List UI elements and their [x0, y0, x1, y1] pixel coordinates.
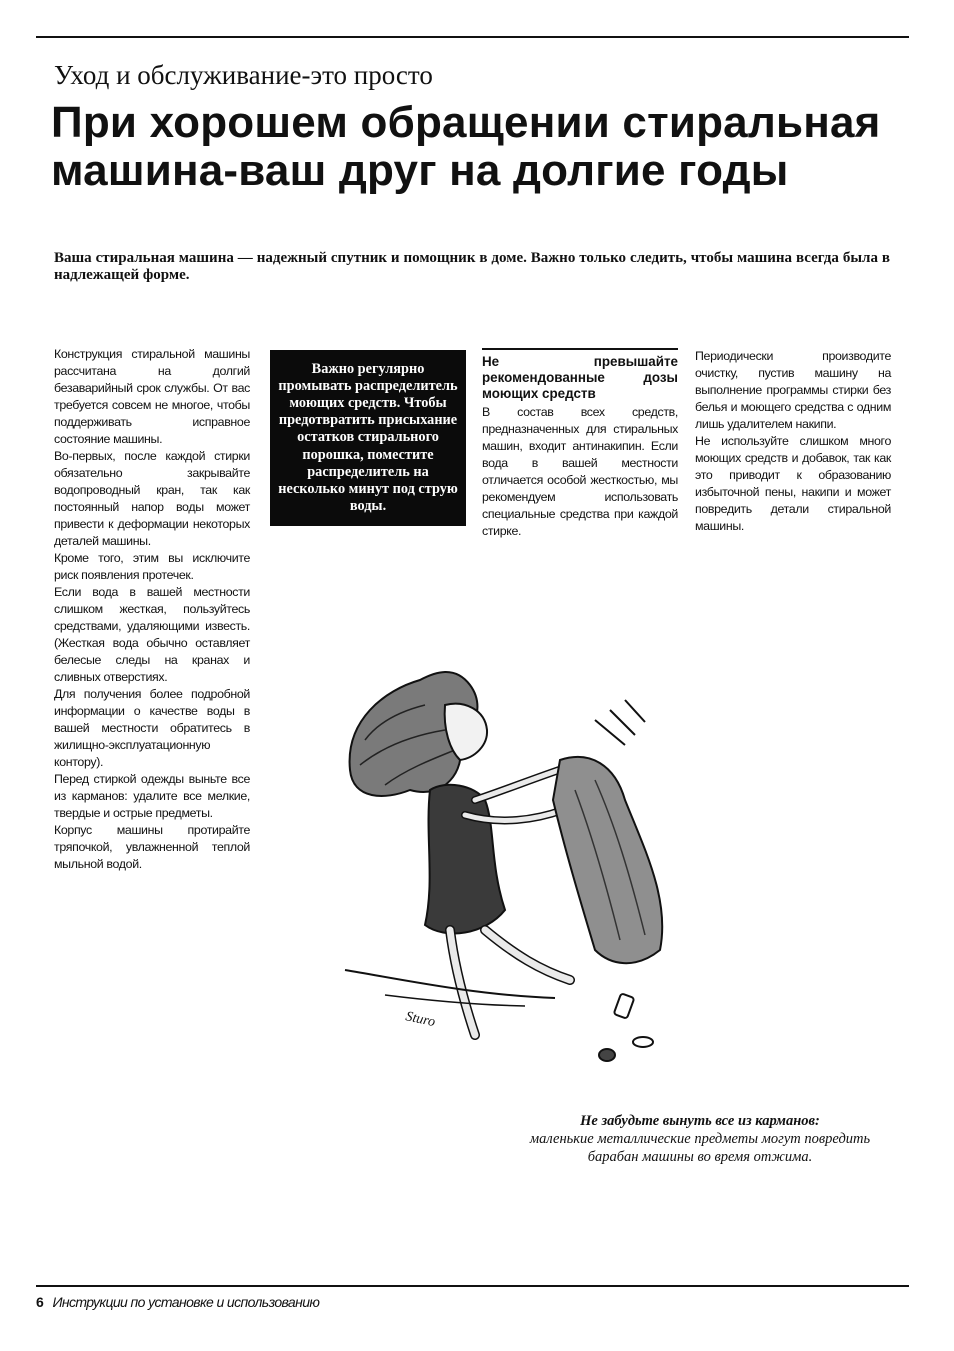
- paragraph: Перед стиркой одежды выньте все из карманов: удалите все мелкие, твердые и острые предметы.: [54, 772, 250, 820]
- top-rule: [36, 36, 909, 38]
- paragraph: Не используйте слишком много моющих средств и добавок, так как это приводит к образованию избыточной пены, накипи и может повредить детали стиральной машины.: [695, 434, 891, 533]
- page-title: При хорошем обращении стиральная машина-ваш друг на долгие годы: [51, 98, 881, 195]
- column-heading: Не превышайте рекомендованные дозы моющих средств: [482, 354, 678, 401]
- paragraph: Если вода в вашей местности слишком жесткая, пользуйтесь средствами, удаляющими известь. (Жесткая вода обычно оставляет белесые следы на кранах и сливных отверстиях.: [54, 585, 250, 684]
- callout-text: Важно регулярно промывать распределитель моющих средств. Чтобы предотвратить присыхание остатков стирального порошка, поместите распределитель на несколько минут под струю воды.: [278, 360, 458, 515]
- dress-shape: [425, 785, 505, 934]
- column-4: [695, 348, 891, 535]
- page-footer: [36, 1294, 319, 1310]
- caption-heading: Не забудьте вынуть все из карманов:: [580, 1113, 820, 1129]
- figure-caption: [500, 1112, 900, 1166]
- callout-box: [270, 350, 466, 526]
- artist-signature: Sturo: [404, 1009, 437, 1031]
- woman-shaking-garment-illustration: [325, 650, 685, 1090]
- paragraph: Корпус машины протирайте тряпочкой, увлажненной теплой мыльной водой.: [54, 823, 250, 871]
- paragraph: Для получения более подробной информации о качестве воды в вашей местности обратитесь в жилищно-эксплуатационную контору).: [54, 687, 250, 769]
- paragraph: Конструкция стиральной машины рассчитана на долгий безаварийный срок службы. От вас требуется совсем не многое, чтобы поддерживать исправное состояние машины.: [54, 347, 250, 446]
- paragraph: Во-первых, после каждой стирки обязательно закрывайте водопроводный кран, так как постоянный напор воды может привести к деформации некоторых деталей машины.: [54, 449, 250, 548]
- caption-line: маленькие металлические предметы могут повредить: [529, 1131, 871, 1147]
- garment-shape: [553, 757, 662, 963]
- column-rule: [482, 348, 678, 350]
- bottom-rule: [36, 1285, 909, 1287]
- paragraph: В состав всех средств, предназначенных для стиральных машин, входит антинакипин. Если вода в вашей местности отличается особой жесткостью, мы рекомендуем использовать специальные средства при каждой стирке.: [482, 405, 678, 538]
- paragraph: Периодически производите очистку, пустив машину на выполнение программы стирки без белья и моющего средства с одним лишь удалителем накипи.: [695, 349, 891, 431]
- caption-line: барабан машины во время отжима.: [587, 1149, 813, 1165]
- section-kicker: Уход и обслуживание-это просто: [54, 60, 433, 90]
- column-3: [482, 348, 678, 540]
- paragraph: Кроме того, этим вы исключите риск появления протечек.: [54, 551, 250, 582]
- column-1: [54, 346, 250, 873]
- lead-paragraph: Ваша стиральная машина — надежный спутник и помощник в доме. Важно только следить, чтобы машина всегда была в надлежащей форме.: [54, 250, 890, 283]
- page-number: 6: [36, 1294, 44, 1310]
- footer-title: Инструкции по установке и использованию: [52, 1294, 320, 1310]
